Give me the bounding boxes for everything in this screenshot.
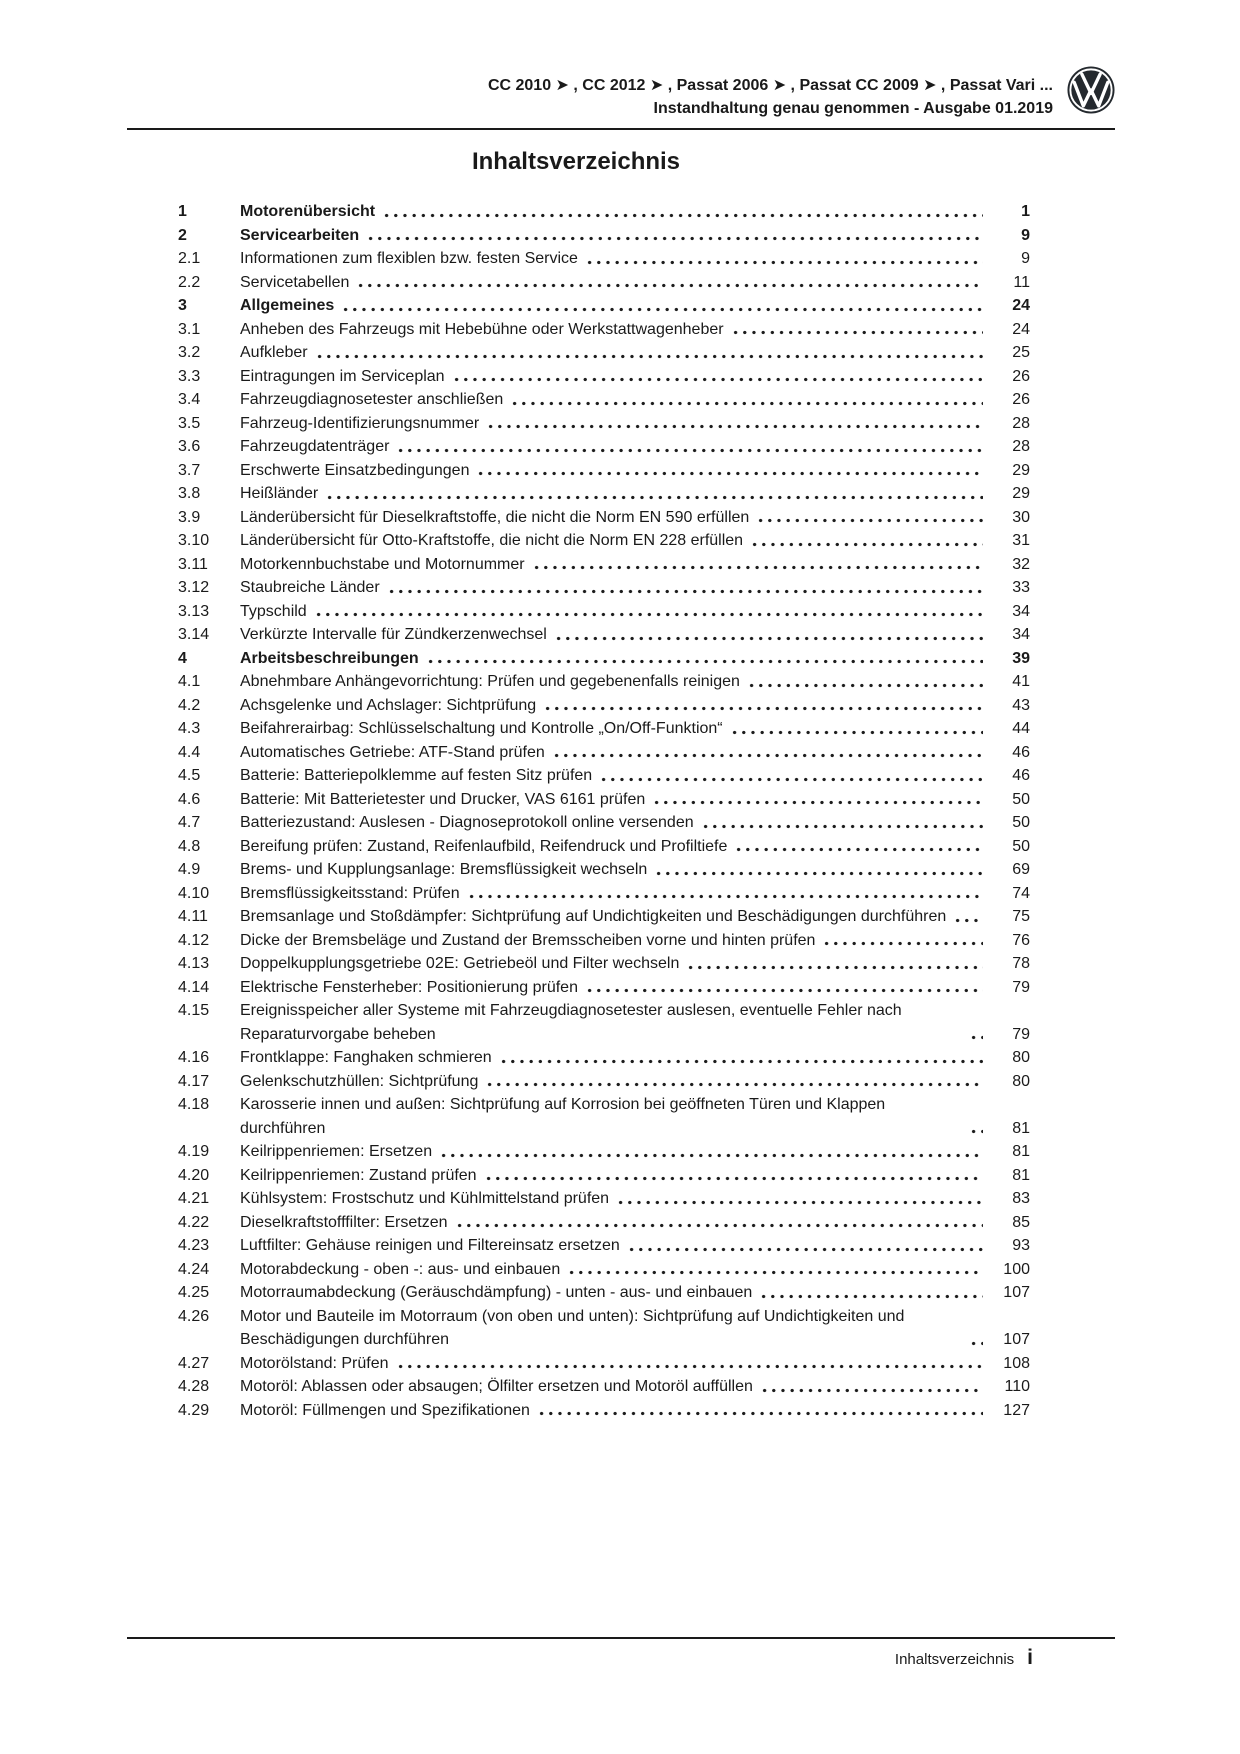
footer-page-number: i [1027, 1646, 1033, 1669]
toc-entry-title: Typschild [240, 602, 307, 620]
toc-entry[interactable] [178, 952, 1030, 976]
toc-entry-page: 46 [1012, 767, 1030, 784]
toc-entry-number: 4.24 [178, 1260, 210, 1278]
toc-dot-leader [552, 741, 983, 765]
toc-entry-page: 24 [1012, 297, 1030, 314]
toc-dot-leader [510, 388, 983, 412]
toc-entry-page: 28 [1012, 438, 1030, 455]
toc-entry-page: 110 [1004, 1378, 1030, 1395]
toc-dot-leader [486, 412, 983, 436]
toc-entry-page: 43 [1012, 696, 1030, 714]
toc-entry-title: Brems- und Kupplungsanlage: Bremsflüssigkeit wechseln [240, 861, 648, 878]
toc-entry[interactable] [178, 271, 1030, 295]
toc-entry-number: 4.25 [178, 1284, 210, 1301]
toc-entry-number: 4.15 [178, 1002, 210, 1019]
toc-entry-title: Heißländer [240, 485, 319, 502]
toc-entry[interactable] [178, 1399, 1030, 1423]
toc-entry-title: Fahrzeugdatenträger [240, 438, 390, 455]
toc-dot-leader [701, 811, 983, 835]
toc-entry-number: 2.1 [178, 250, 201, 267]
toc-entry-number: 4.14 [178, 978, 210, 996]
toc-entry-page: 50 [1012, 814, 1030, 831]
toc-entry-title: Luftfilter: Gehäuse reinigen und Filtereinsatz ersetzen [240, 1237, 620, 1254]
toc-entry-page: 9 [1021, 226, 1030, 244]
toc-entry[interactable] [178, 247, 1030, 271]
toc-entry-number: 3.7 [178, 461, 201, 479]
toc-entry-title: Erschwerte Einsatzbedingungen [240, 461, 470, 479]
toc-entry-title: Ereignisspeicher aller Systeme mit Fahrzeugdiagnosetester auslesen, eventuelle Fehler nach Reparaturvorgabe beheben [240, 1002, 902, 1043]
toc-dot-leader [439, 1140, 983, 1164]
toc-entry-page: 81 [1012, 1143, 1030, 1160]
toc-entry-number: 4.29 [178, 1401, 210, 1419]
toc-entry[interactable] [178, 670, 1030, 694]
toc-dot-leader [654, 858, 983, 882]
footer-divider [127, 1637, 1115, 1639]
toc-entry-title: Motor und Bauteile im Motorraum (von oben und unten): Sichtprüfung auf Undichtigkeiten und Beschädigungen durchführen [240, 1307, 905, 1348]
toc-entry[interactable] [178, 694, 1030, 718]
toc-entry[interactable] [178, 647, 1030, 671]
toc-entry-number: 3.14 [178, 626, 210, 643]
toc-entry-number: 4.4 [178, 743, 201, 761]
toc-entry-page: 24 [1012, 320, 1030, 338]
toc-entry-title: Fahrzeugdiagnosetester anschließen [240, 391, 504, 408]
toc-entry[interactable] [178, 1140, 1030, 1164]
toc-entry-page: 41 [1012, 673, 1030, 690]
toc-entry[interactable] [178, 858, 1030, 882]
toc-entry[interactable] [178, 1211, 1030, 1235]
toc-entry-number: 3.9 [178, 508, 201, 526]
toc-entry[interactable] [178, 929, 1030, 953]
toc-entry-number: 4.1 [178, 673, 201, 690]
toc-dot-leader [567, 1258, 983, 1282]
toc-entry-number: 3 [178, 297, 187, 314]
toc-entry-title: Aufkleber [240, 344, 308, 361]
toc-entry[interactable] [178, 553, 1030, 577]
toc-entry-number: 4.13 [178, 955, 210, 972]
toc-entry[interactable] [178, 1281, 1030, 1305]
toc-entry-number: 4.16 [178, 1049, 210, 1066]
toc-entry[interactable] [178, 318, 1030, 342]
toc-entry[interactable] [178, 1046, 1030, 1070]
toc-dot-leader [356, 271, 983, 295]
toc-dot-leader [616, 1187, 983, 1211]
toc-entry-page: 26 [1012, 391, 1030, 408]
toc-dot-leader [325, 482, 983, 506]
toc-entry-number: 2 [178, 226, 187, 244]
toc-entry-page: 34 [1012, 602, 1030, 620]
toc-dot-leader [467, 882, 983, 906]
document-header [127, 66, 1115, 120]
toc-entry-number: 3.13 [178, 602, 210, 620]
toc-entry-title: Länderübersicht für Dieselkraftstoffe, die nicht die Norm EN 590 erfüllen [240, 508, 750, 526]
header-text-block [488, 66, 1053, 120]
toc-dot-leader [747, 670, 983, 694]
toc-entry-number: 4 [178, 649, 187, 667]
toc-entry-number: 4.10 [178, 884, 210, 902]
toc-entry-number: 3.5 [178, 414, 201, 432]
toc-entry-title: Servicearbeiten [240, 226, 360, 244]
toc-entry[interactable] [178, 1164, 1030, 1188]
toc-entry[interactable] [178, 905, 1030, 929]
toc-entry[interactable] [178, 1093, 1030, 1140]
toc-entry-number: 4.17 [178, 1072, 210, 1090]
toc-entry-number: 4.27 [178, 1354, 210, 1372]
toc-entry-title: Bremsanlage und Stoßdämpfer: Sichtprüfung auf Undichtigkeiten und Beschädigungen durchführen [240, 908, 947, 925]
toc-entry-number: 4.26 [178, 1307, 210, 1325]
toc-entry-number: 4.5 [178, 767, 201, 784]
toc-entry-page: 33 [1012, 579, 1030, 596]
toc-entry-page: 11 [1013, 273, 1030, 291]
toc-entry-title: Keilrippenriemen: Zustand prüfen [240, 1166, 477, 1184]
toc-entry-number: 3.8 [178, 485, 201, 502]
toc-entry-title: Kühlsystem: Frostschutz und Kühlmittelstand prüfen [240, 1190, 610, 1207]
toc-entry-title: Doppelkupplungsgetriebe 02E: Getriebeöl und Filter wechseln [240, 955, 680, 972]
page-title: Inhaltsverzeichnis [471, 148, 681, 175]
toc-entry[interactable] [178, 717, 1030, 741]
toc-entry-page: 30 [1012, 508, 1030, 526]
toc-entry-title: Staubreiche Länder [240, 579, 380, 596]
toc-entry-page: 93 [1012, 1237, 1030, 1254]
toc-entry-title: Allgemeines [240, 297, 335, 314]
toc-entry-title: Verkürzte Intervalle für Zündkerzenwechsel [240, 626, 547, 643]
toc-entry-number: 4.28 [178, 1378, 210, 1395]
toc-dot-leader [387, 576, 983, 600]
toc-dot-leader [484, 1164, 983, 1188]
toc-entry[interactable] [178, 741, 1030, 765]
toc-dot-leader [969, 1305, 983, 1352]
toc-list [178, 200, 1030, 1422]
toc-dot-leader [366, 224, 983, 248]
toc-entry[interactable] [178, 365, 1030, 389]
document-footer [895, 1646, 1033, 1670]
toc-entry-page: 46 [1012, 743, 1030, 761]
toc-entry-number: 4.19 [178, 1143, 210, 1160]
toc-entry-page: 29 [1012, 485, 1030, 502]
toc-entry[interactable] [178, 811, 1030, 835]
toc-entry[interactable] [178, 1234, 1030, 1258]
toc-entry-number: 4.21 [178, 1190, 210, 1207]
toc-entry[interactable] [178, 506, 1030, 530]
toc-dot-leader [532, 553, 983, 577]
toc-entry[interactable] [178, 976, 1030, 1000]
toc-entry-title: Eintragungen im Serviceplan [240, 367, 445, 385]
toc-entry-page: 81 [1012, 1166, 1030, 1184]
toc-dot-leader [382, 200, 983, 224]
toc-entry-title: Automatisches Getriebe: ATF-Stand prüfen [240, 743, 545, 761]
toc-dot-leader [730, 717, 983, 741]
toc-entry-page: 75 [1012, 908, 1030, 925]
toc-entry-title: Batterie: Batteriepolklemme auf festen Sitz prüfen [240, 767, 593, 784]
toc-entry-title: Fahrzeug-Identifizierungsnummer [240, 414, 480, 432]
toc-entry-page: 76 [1012, 931, 1030, 949]
toc-entry-title: Frontklappe: Fanghaken schmieren [240, 1049, 492, 1066]
toc-entry-number: 4.7 [178, 814, 201, 831]
toc-entry-page: 25 [1012, 344, 1030, 361]
toc-entry-title: Batteriezustand: Auslesen - Diagnoseprotokoll online versenden [240, 814, 694, 831]
toc-entry-title: Länderübersicht für Otto-Kraftstoffe, die nicht die Norm EN 228 erfüllen [240, 532, 744, 549]
toc-entry-page: 34 [1012, 626, 1030, 643]
toc-dot-leader [314, 600, 983, 624]
toc-entry-page: 108 [1003, 1354, 1030, 1372]
toc-entry[interactable] [178, 435, 1030, 459]
toc-dot-leader [686, 952, 983, 976]
toc-dot-leader [969, 1093, 983, 1140]
toc-dot-leader [585, 247, 983, 271]
toc-entry[interactable] [178, 1305, 1030, 1352]
toc-entry-page: 9 [1021, 250, 1030, 267]
toc-dot-leader [341, 294, 983, 318]
toc-entry-page: 69 [1012, 861, 1030, 878]
toc-entry-title: Batterie: Mit Batterietester und Drucker, VAS 6161 prüfen [240, 790, 646, 808]
toc-entry[interactable] [178, 835, 1030, 859]
toc-entry-page: 44 [1012, 720, 1030, 737]
toc-entry[interactable] [178, 576, 1030, 600]
toc-entry-number: 4.23 [178, 1237, 210, 1254]
toc-entry-number: 3.11 [178, 555, 208, 573]
toc-entry-title: Anheben des Fahrzeugs mit Hebebühne oder Werkstattwagenheber [240, 320, 724, 338]
toc-entry[interactable] [178, 529, 1030, 553]
toc-entry-page: 79 [1012, 978, 1030, 996]
toc-entry[interactable] [178, 1070, 1030, 1094]
toc-entry-title: Bremsflüssigkeitsstand: Prüfen [240, 884, 460, 902]
toc-dot-leader [315, 341, 983, 365]
toc-entry[interactable] [178, 788, 1030, 812]
toc-entry-page: 85 [1012, 1213, 1030, 1231]
toc-entry-title: Elektrische Fensterheber: Positionierung prüfen [240, 978, 578, 996]
toc-entry[interactable] [178, 224, 1030, 248]
toc-entry-page: 31 [1012, 532, 1030, 549]
toc-dot-leader [652, 788, 983, 812]
toc-entry-number: 4.9 [178, 861, 201, 878]
toc-entry-page: 80 [1012, 1049, 1030, 1066]
toc-entry[interactable] [178, 341, 1030, 365]
toc-entry-title: Motoröl: Ablassen oder absaugen; Ölfilter ersetzen und Motoröl auffüllen [240, 1378, 753, 1395]
toc-dot-leader [396, 1352, 983, 1376]
toc-dot-leader [585, 976, 983, 1000]
toc-entry-title: Beifahrerairbag: Schlüsselschaltung und Kontrolle „On/Off-Funktion“ [240, 720, 723, 737]
toc-entry-number: 3.1 [178, 320, 201, 338]
toc-dot-leader [599, 764, 983, 788]
toc-entry-page: 107 [1003, 1284, 1030, 1301]
toc-entry-page: 74 [1012, 884, 1030, 902]
toc-dot-leader [734, 835, 983, 859]
header-models-line: CC 2010 ➤ , CC 2012 ➤ , Passat 2006 ➤ , Passat CC 2009 ➤ , Passat Vari ... [487, 77, 1053, 94]
toc-entry-title: Arbeitsbeschreibungen [240, 649, 419, 667]
toc-dot-leader [756, 506, 983, 530]
toc-entry-page: 32 [1012, 555, 1030, 573]
toc-entry[interactable] [178, 1375, 1030, 1399]
toc-entry-page: 79 [1012, 1025, 1030, 1043]
toc-entry-page: 127 [1003, 1401, 1030, 1419]
toc-entry-number: 4.22 [178, 1213, 210, 1231]
toc-entry-number: 2.2 [178, 273, 201, 291]
toc-entry-number: 3.2 [178, 344, 201, 361]
header-edition-line: Instandhaltung genau genommen - Ausgabe 01.2019 [653, 100, 1053, 117]
toc-dot-leader [476, 459, 983, 483]
toc-dot-leader [499, 1046, 983, 1070]
toc-dot-leader [485, 1070, 983, 1094]
toc-entry-title: Dicke der Bremsbeläge und Zustand der Bremsscheiben vorne und hinten prüfen [240, 931, 816, 949]
toc-entry-page: 50 [1012, 837, 1030, 855]
toc-entry-number: 4.3 [178, 720, 201, 737]
toc-entry[interactable] [178, 482, 1030, 506]
toc-dot-leader [760, 1375, 983, 1399]
toc-entry-title: Informationen zum flexiblen bzw. festen Service [240, 250, 578, 267]
toc-entry[interactable] [178, 623, 1030, 647]
toc-entry-number: 1 [178, 203, 187, 220]
toc-entry-title: Gelenkschutzhüllen: Sichtprüfung [240, 1072, 479, 1090]
toc-dot-leader [731, 318, 983, 342]
toc-entry[interactable] [178, 412, 1030, 436]
toc-entry-page: 100 [1003, 1260, 1030, 1278]
toc-entry[interactable] [178, 882, 1030, 906]
toc-entry-page: 26 [1012, 367, 1030, 385]
toc-dot-leader [759, 1281, 983, 1305]
toc-entry[interactable] [178, 294, 1030, 318]
toc-entry[interactable] [178, 764, 1030, 788]
toc-entry-page: 81 [1012, 1119, 1030, 1137]
toc-entry-title: Dieselkraftstofffilter: Ersetzen [240, 1213, 448, 1231]
toc-entry-title: Keilrippenriemen: Ersetzen [240, 1143, 433, 1160]
toc-entry-number: 4.18 [178, 1096, 210, 1113]
toc-entry-title: Servicetabellen [240, 273, 350, 291]
toc-dot-leader [455, 1211, 984, 1235]
toc-dot-leader [537, 1399, 983, 1423]
toc-dot-leader [969, 999, 983, 1046]
toc-entry-title: Motorölstand: Prüfen [240, 1354, 389, 1372]
toc-entry-number: 4.12 [178, 931, 210, 949]
toc-entry[interactable] [178, 1187, 1030, 1211]
toc-entry-page: 107 [1003, 1331, 1030, 1348]
toc-entry-title: Motorabdeckung - oben -: aus- und einbauen [240, 1260, 561, 1278]
toc-entry-page: 1 [1021, 203, 1030, 220]
toc-entry-number: 4.2 [178, 696, 201, 714]
toc-entry[interactable] [178, 999, 1030, 1046]
toc-dot-leader [627, 1234, 983, 1258]
toc-entry-page: 78 [1012, 955, 1030, 972]
toc-entry-title: Motorkennbuchstabe und Motornummer [240, 555, 525, 573]
toc-entry-title: Karosserie innen und außen: Sichtprüfung auf Korrosion bei geöffneten Türen und Klappen durchführen [240, 1096, 886, 1137]
toc-entry[interactable] [178, 600, 1030, 624]
toc-entry-number: 3.4 [178, 391, 201, 408]
toc-entry-page: 50 [1012, 790, 1030, 808]
toc-dot-leader [822, 929, 983, 953]
toc-entry-number: 4.20 [178, 1166, 210, 1184]
toc-entry-number: 4.11 [178, 908, 208, 925]
toc-entry-title: Achsgelenke und Achslager: Sichtprüfung [240, 696, 537, 714]
toc-dot-leader [750, 529, 983, 553]
toc-entry-page: 83 [1012, 1190, 1030, 1207]
toc-entry-number: 3.12 [178, 579, 210, 596]
toc-entry[interactable] [178, 388, 1030, 412]
toc-entry-title: Motorenübersicht [240, 203, 376, 220]
vw-logo-icon [1067, 66, 1115, 114]
toc-entry-title: Abnehmbare Anhängevorrichtung: Prüfen und gegebenenfalls reinigen [240, 673, 740, 690]
toc-entry[interactable] [178, 1352, 1030, 1376]
toc-dot-leader [554, 623, 983, 647]
toc-entry-title: Motoröl: Füllmengen und Spezifikationen [240, 1401, 530, 1419]
toc-entry-title: Bereifung prüfen: Zustand, Reifenlaufbild, Reifendruck und Profiltiefe [240, 837, 728, 855]
toc-entry-number: 4.8 [178, 837, 201, 855]
toc-entry-page: 80 [1012, 1072, 1030, 1090]
header-divider [127, 128, 1115, 130]
toc-dot-leader [426, 647, 983, 671]
toc-dot-leader [396, 435, 983, 459]
toc-entry[interactable] [178, 459, 1030, 483]
toc-dot-leader [452, 365, 983, 389]
toc-dot-leader [953, 905, 983, 929]
toc-entry-page: 39 [1012, 649, 1030, 667]
toc-entry[interactable] [178, 1258, 1030, 1282]
toc-entry[interactable] [178, 200, 1030, 224]
toc-entry-number: 4.6 [178, 790, 201, 808]
toc-entry-number: 3.6 [178, 438, 201, 455]
footer-section-label: Inhaltsverzeichnis [894, 1651, 1015, 1668]
toc-entry-number: 3.10 [178, 532, 210, 549]
toc-entry-page: 29 [1012, 461, 1030, 479]
toc-dot-leader [543, 694, 983, 718]
toc-entry-number: 3.3 [178, 367, 201, 385]
toc-entry-title: Motorraumabdeckung (Geräuschdämpfung) - unten - aus- und einbauen [240, 1284, 753, 1301]
toc-entry-page: 28 [1012, 414, 1030, 432]
